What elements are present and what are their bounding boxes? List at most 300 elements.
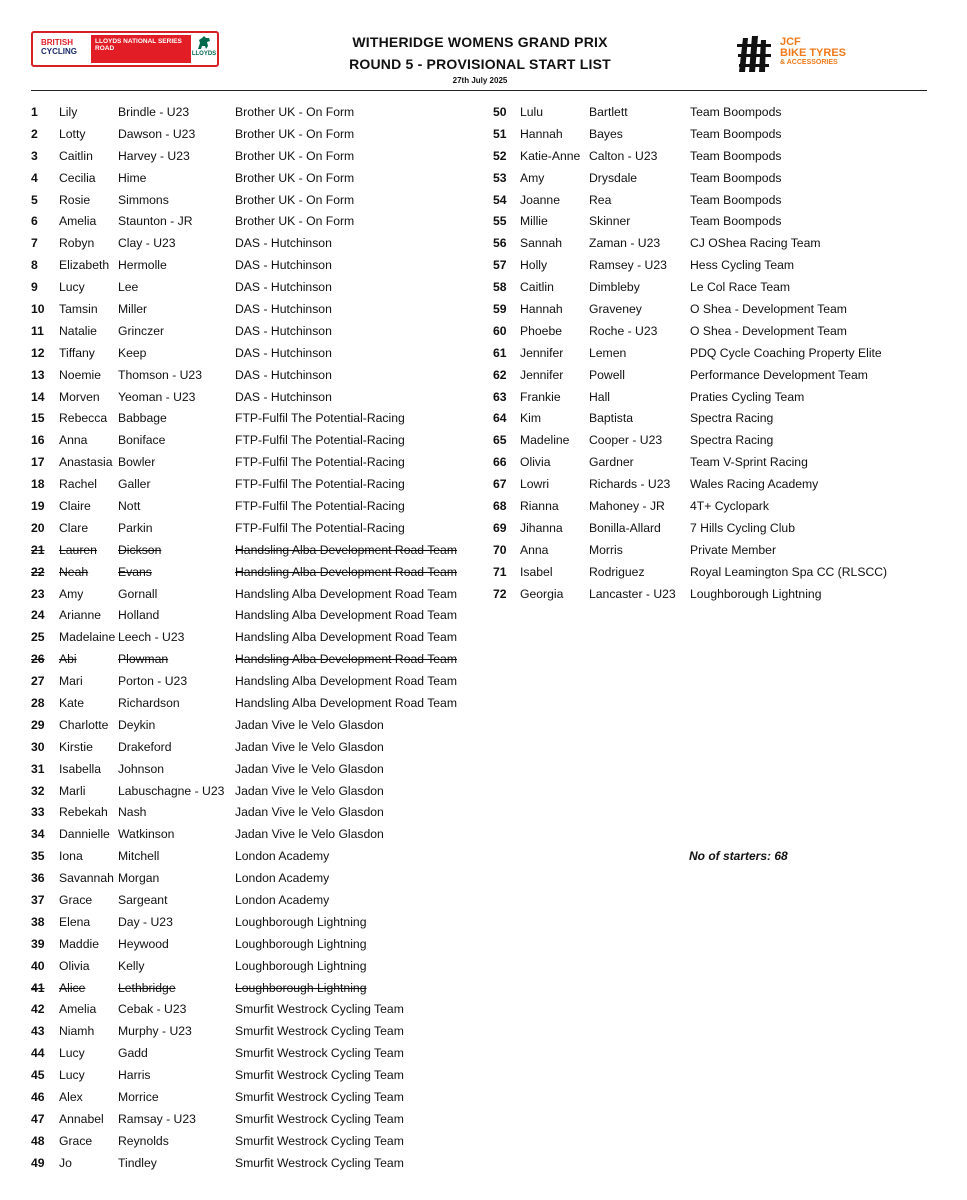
rider-number: 26 (31, 652, 45, 667)
rider-first-name: Elizabeth (59, 258, 110, 273)
rider-last-name: Boniface (118, 433, 166, 448)
rider-row (493, 451, 933, 473)
rider-first-name: Niamh (59, 1024, 95, 1039)
rider-number: 59 (493, 301, 507, 316)
partner-text: LLOYDS (191, 51, 217, 57)
jcf-line-3: & ACCESSORIES (780, 59, 838, 66)
rider-team: DAS - Hutchinson (235, 323, 332, 338)
rider-number: 32 (31, 783, 45, 798)
rider-row (31, 670, 481, 692)
rider-row (31, 1086, 481, 1108)
rider-team: DAS - Hutchinson (235, 301, 332, 316)
rider-last-name: Skinner (589, 214, 631, 229)
rider-team: Team Boompods (690, 148, 782, 163)
rider-number: 30 (31, 739, 45, 754)
rider-last-name: Johnson (118, 761, 165, 776)
rider-row (493, 364, 933, 386)
rider-row (31, 823, 481, 845)
rider-first-name: Jihanna (520, 520, 563, 535)
rider-team: Brother UK - On Form (235, 214, 355, 229)
rider-first-name: Alex (59, 1090, 83, 1105)
rider-number: 62 (493, 367, 507, 382)
rider-first-name: Amelia (59, 214, 97, 229)
rider-row-withdrawn (31, 561, 481, 583)
rider-team: Hess Cycling Team (690, 258, 795, 273)
rider-row (31, 626, 481, 648)
rider-team: Loughborough Lightning (235, 936, 367, 951)
rider-first-name: Isabella (59, 761, 102, 776)
rider-first-name: Caitlin (59, 148, 93, 163)
rider-last-name: Yeoman - U23 (118, 389, 196, 404)
rider-last-name: Cebak - U23 (118, 1002, 187, 1017)
rider-first-name: Robyn (59, 236, 95, 251)
series-text: LLOYDS NATIONAL SERIES ROAD (91, 35, 191, 63)
rider-first-name: Lucy (59, 1046, 85, 1061)
rider-row (31, 1108, 481, 1130)
rider-last-name: Watkinson (118, 827, 175, 842)
rider-number: 16 (31, 433, 45, 448)
rider-team: DAS - Hutchinson (235, 236, 332, 251)
rider-first-name: Anna (520, 542, 549, 557)
rider-first-name: Olivia (520, 455, 551, 470)
rider-row (493, 495, 933, 517)
rider-row (493, 407, 933, 429)
rider-first-name: Olivia (59, 958, 90, 973)
rider-number: 1 (31, 104, 38, 119)
rider-first-name: Iona (59, 849, 83, 864)
rider-last-name: Bowler (118, 455, 156, 470)
rider-team: Jadan Vive le Velo Glasdon (235, 717, 384, 732)
rider-last-name: Brindle - U23 (118, 104, 190, 119)
rider-team: Brother UK - On Form (235, 104, 355, 119)
rider-last-name: Holland (118, 608, 160, 623)
rider-row (493, 145, 933, 167)
rider-team: Jadan Vive le Velo Glasdon (235, 783, 384, 798)
rider-first-name: Jennifer (520, 345, 564, 360)
rider-row (493, 517, 933, 539)
rider-row (493, 561, 933, 583)
rider-first-name: Madelaine (59, 630, 116, 645)
rider-number: 3 (31, 148, 38, 163)
rider-row (493, 189, 933, 211)
rider-team: Smurfit Westrock Cycling Team (235, 1046, 404, 1061)
rider-last-name: Heywood (118, 936, 169, 951)
rider-number: 49 (31, 1155, 45, 1170)
rider-row (31, 1152, 481, 1174)
rider-row (493, 298, 933, 320)
rider-number: 19 (31, 498, 45, 513)
rider-first-name: Marli (59, 783, 86, 798)
rider-last-name: Mahoney - JR (589, 498, 665, 513)
rider-first-name: Claire (59, 498, 91, 513)
rider-team: Private Member (690, 542, 777, 557)
rider-row (493, 101, 933, 123)
tyre-tread-icon (733, 34, 777, 74)
rider-row (493, 473, 933, 495)
rider-first-name: Kirstie (59, 739, 93, 754)
rider-number: 66 (493, 455, 507, 470)
rider-first-name: Joanne (520, 192, 560, 207)
rider-team: Brother UK - On Form (235, 170, 355, 185)
rider-number: 9 (31, 280, 38, 295)
rider-team: Smurfit Westrock Cycling Team (235, 1068, 404, 1083)
rider-number: 20 (31, 520, 45, 535)
rider-last-name: Bonilla-Allard (589, 520, 661, 535)
rider-first-name: Annabel (59, 1111, 104, 1126)
event-date: 27th July 2025 (452, 76, 508, 85)
rider-last-name: Deykin (118, 717, 156, 732)
rider-first-name: Charlotte (59, 717, 109, 732)
rider-number: 22 (31, 564, 45, 579)
rider-last-name: Gornall (118, 586, 158, 601)
rider-first-name: Georgia (520, 586, 564, 601)
rider-last-name: Zaman - U23 (589, 236, 661, 251)
rider-team: Brother UK - On Form (235, 148, 355, 163)
rider-row (31, 232, 481, 254)
rider-row (31, 802, 481, 824)
rider-last-name: Mitchell (118, 849, 160, 864)
rider-row (31, 407, 481, 429)
rider-first-name: Lily (59, 104, 78, 119)
rider-row (31, 101, 481, 123)
rider-row (31, 889, 481, 911)
rider-row (31, 145, 481, 167)
rider-number: 68 (493, 498, 507, 513)
rider-number: 29 (31, 717, 45, 732)
rider-number: 7 (31, 236, 38, 251)
rider-team: FTP-Fulfil The Potential-Racing (235, 498, 405, 513)
rider-number: 11 (31, 323, 44, 338)
rider-row (493, 583, 933, 605)
rider-last-name: Galler (118, 477, 151, 492)
rider-row (493, 232, 933, 254)
rider-first-name: Savannah (59, 871, 114, 886)
rider-team: FTP-Fulfil The Potential-Racing (235, 477, 405, 492)
rider-team: Smurfit Westrock Cycling Team (235, 1090, 404, 1105)
rider-row (31, 254, 481, 276)
rider-team: DAS - Hutchinson (235, 258, 332, 273)
rider-team: Brother UK - On Form (235, 126, 355, 141)
rider-first-name: Lulu (520, 104, 544, 119)
rider-first-name: Lucy (59, 280, 85, 295)
rider-last-name: Ramsay - U23 (118, 1111, 196, 1126)
rider-last-name: Lancaster - U23 (589, 586, 676, 601)
rider-first-name: Grace (59, 1133, 93, 1148)
rider-number: 71 (493, 564, 507, 579)
rider-team: 7 Hills Cycling Club (690, 520, 795, 535)
title-block (300, 34, 660, 85)
rider-row (31, 386, 481, 408)
rider-number: 33 (31, 805, 45, 820)
rider-row (31, 429, 481, 451)
rider-number: 54 (493, 192, 507, 207)
rider-number: 25 (31, 630, 45, 645)
rider-number: 12 (31, 345, 45, 360)
british-cycling-brand (35, 35, 89, 63)
rider-first-name: Natalie (59, 323, 97, 338)
page-header (0, 0, 967, 92)
rider-row (31, 210, 481, 232)
rider-last-name: Sargeant (118, 893, 168, 907)
rider-row (31, 320, 481, 342)
rider-first-name: Phoebe (520, 323, 563, 338)
rider-first-name: Sannah (520, 236, 563, 251)
rider-number: 14 (31, 389, 45, 404)
rider-last-name: Bayes (589, 126, 623, 141)
rider-row (31, 780, 481, 802)
rider-last-name: Ramsey - U23 (589, 258, 667, 273)
rider-last-name: Lee (118, 280, 139, 295)
rider-number: 67 (493, 477, 507, 492)
rider-last-name: Babbage (118, 411, 167, 426)
rider-number: 58 (493, 280, 507, 295)
rider-first-name: Amy (520, 170, 545, 185)
rider-team: Loughborough Lightning (690, 586, 822, 601)
rider-last-name: Graveney (589, 301, 642, 316)
number-of-starters: No of starters: 68 (689, 849, 788, 863)
rider-number: 34 (31, 827, 45, 842)
rider-number: 39 (31, 936, 45, 951)
rider-first-name: Rachel (59, 477, 97, 492)
rider-last-name: Hall (589, 389, 610, 404)
rider-last-name: Bartlett (589, 104, 628, 119)
rider-row (493, 429, 933, 451)
rider-first-name: Frankie (520, 389, 561, 404)
rider-first-name: Hannah (520, 301, 563, 316)
british-cycling-lloyds-logo (31, 31, 219, 67)
rider-team: DAS - Hutchinson (235, 389, 332, 404)
rider-row (31, 1130, 481, 1152)
rider-team: Performance Development Team (690, 367, 868, 382)
rider-first-name: Rianna (520, 498, 559, 513)
rider-first-name: Clare (59, 520, 89, 535)
rider-team: London Academy (235, 871, 330, 886)
rider-number: 15 (31, 411, 45, 426)
rider-team: DAS - Hutchinson (235, 345, 332, 360)
rider-team: Handsling Alba Development Road Team (235, 542, 457, 557)
rider-number: 4 (31, 170, 38, 185)
rider-number: 35 (31, 849, 45, 864)
rider-first-name: Neah (59, 564, 89, 579)
rider-row (31, 999, 481, 1021)
start-list-left-column (31, 101, 481, 1174)
rider-first-name: Madeline (520, 433, 570, 448)
rider-team: CJ OShea Racing Team (690, 236, 821, 251)
rider-number: 5 (31, 192, 38, 207)
rider-row (31, 1064, 481, 1086)
rider-last-name: Day - U23 (118, 914, 173, 929)
rider-last-name: Grinczer (118, 323, 165, 338)
rider-row (31, 583, 481, 605)
rider-first-name: Abi (59, 652, 77, 667)
rider-last-name: Leech - U23 (118, 630, 185, 645)
rider-first-name: Lotty (59, 126, 86, 141)
rider-team: DAS - Hutchinson (235, 280, 332, 295)
rider-last-name: Parkin (118, 520, 153, 535)
rider-row (31, 736, 481, 758)
rider-last-name: Morrice (118, 1090, 159, 1105)
jcf-line-2: BIKE TYRES (780, 47, 847, 59)
rider-number: 69 (493, 520, 507, 535)
rider-row (493, 123, 933, 145)
rider-team: Team Boompods (690, 192, 782, 207)
rider-number: 60 (493, 323, 507, 338)
rider-first-name: Mari (59, 674, 83, 689)
rider-row (493, 386, 933, 408)
rider-number: 23 (31, 586, 45, 601)
rider-row (31, 473, 481, 495)
rider-number: 10 (31, 301, 45, 316)
rider-number: 55 (493, 214, 507, 229)
rider-last-name: Powell (589, 367, 625, 382)
rider-team: Team Boompods (690, 214, 782, 229)
jcf-line-1: JCF (780, 36, 801, 48)
rider-team: Smurfit Westrock Cycling Team (235, 1111, 404, 1126)
rider-team: Wales Racing Academy (690, 477, 819, 492)
rider-team: Team Boompods (690, 170, 782, 185)
rider-first-name: Dannielle (59, 827, 110, 842)
rider-last-name: Dimbleby (589, 280, 640, 295)
rider-team: Handsling Alba Development Road Team (235, 674, 457, 689)
rider-first-name: Holly (520, 258, 548, 273)
rider-first-name: Rebekah (59, 805, 108, 820)
rider-team: Handsling Alba Development Road Team (235, 564, 457, 579)
rider-row (31, 167, 481, 189)
rider-first-name: Lauren (59, 542, 97, 557)
rider-last-name: Hermolle (118, 258, 167, 273)
rider-first-name: Millie (520, 214, 548, 229)
rider-number: 8 (31, 258, 38, 273)
rider-row (31, 1020, 481, 1042)
rider-number: 72 (493, 586, 507, 601)
rider-first-name: Morven (59, 389, 100, 404)
rider-number: 57 (493, 258, 507, 273)
rider-row (31, 276, 481, 298)
rider-first-name: Caitlin (520, 280, 554, 295)
rider-team: Handsling Alba Development Road Team (235, 608, 457, 623)
rider-last-name: Drysdale (589, 170, 638, 185)
rider-row (31, 758, 481, 780)
rider-number: 27 (31, 674, 45, 689)
rider-first-name: Tamsin (59, 301, 98, 316)
rider-last-name: Roche - U23 (589, 323, 658, 338)
rider-first-name: Amy (59, 586, 84, 601)
rider-row (31, 298, 481, 320)
rider-team: Le Col Race Team (690, 280, 791, 295)
rider-team: London Academy (235, 849, 330, 864)
rider-last-name: Rea (589, 192, 612, 207)
rider-last-name: Dawson - U23 (118, 126, 196, 141)
rider-last-name: Richardson (118, 695, 180, 710)
rider-team: London Academy (235, 893, 330, 907)
rider-team: Jadan Vive le Velo Glasdon (235, 805, 384, 820)
rider-last-name: Lemen (589, 345, 627, 360)
rider-last-name: Thomson - U23 (118, 367, 202, 382)
rider-number: 17 (31, 455, 45, 470)
rider-first-name: Jennifer (520, 367, 564, 382)
rider-last-name: Murphy - U23 (118, 1024, 192, 1039)
rider-first-name: Elena (59, 914, 91, 929)
rider-row (31, 867, 481, 889)
rider-number: 40 (31, 958, 45, 973)
rider-team: Handsling Alba Development Road Team (235, 652, 457, 667)
rider-first-name: Isabel (520, 564, 553, 579)
rider-number: 6 (31, 214, 38, 229)
rider-team: PDQ Cycle Coaching Property Elite (690, 345, 882, 360)
rider-last-name: Hime (118, 170, 147, 185)
rider-number: 21 (31, 542, 45, 557)
event-title: WITHERIDGE WOMENS GRAND PRIX (352, 34, 608, 50)
rider-last-name: Tindley (118, 1155, 157, 1170)
rider-row (31, 517, 481, 539)
rider-first-name: Kate (59, 695, 85, 710)
rider-row (31, 189, 481, 211)
rider-last-name: Rodriguez (589, 564, 645, 579)
rider-team: Brother UK - On Form (235, 192, 355, 207)
rider-first-name: Cecilia (59, 170, 96, 185)
rider-last-name: Morgan (118, 871, 160, 886)
rider-row (493, 342, 933, 364)
rider-team: Loughborough Lightning (235, 980, 367, 995)
rider-row (31, 364, 481, 386)
rider-last-name: Harris (118, 1068, 151, 1083)
rider-row (31, 342, 481, 364)
rider-first-name: Rebecca (59, 411, 108, 426)
rider-first-name: Alice (59, 980, 86, 995)
rider-number: 70 (493, 542, 507, 557)
rider-first-name: Noemie (59, 367, 101, 382)
rider-first-name: Tiffany (59, 345, 95, 360)
jcf-bike-tyres-logo (733, 34, 873, 74)
rider-last-name: Lethbridge (118, 980, 176, 995)
rider-first-name: Hannah (520, 126, 563, 141)
rider-first-name: Maddie (59, 936, 99, 951)
rider-row (493, 539, 933, 561)
rider-number: 52 (493, 148, 507, 163)
rider-last-name: Evans (118, 564, 152, 579)
rider-last-name: Staunton - JR (118, 214, 193, 229)
rider-number: 48 (31, 1133, 45, 1148)
rider-first-name: Amelia (59, 1002, 97, 1017)
rider-row (31, 692, 481, 714)
rider-number: 63 (493, 389, 507, 404)
rider-team: Team Boompods (690, 126, 782, 141)
rider-number: 53 (493, 170, 507, 185)
rider-row (31, 933, 481, 955)
rider-team: DAS - Hutchinson (235, 367, 332, 382)
rider-number: 64 (493, 411, 507, 426)
rider-first-name: Rosie (59, 192, 91, 207)
rider-first-name: Grace (59, 893, 93, 907)
rider-number: 38 (31, 914, 45, 929)
rider-number: 24 (31, 608, 45, 623)
rider-team: Team Boompods (690, 104, 782, 119)
rider-number: 28 (31, 695, 45, 710)
brand-line-2: CYCLING (41, 47, 77, 56)
rider-team: FTP-Fulfil The Potential-Racing (235, 520, 405, 535)
rider-team: Spectra Racing (690, 433, 774, 448)
rider-last-name: Harvey - U23 (118, 148, 190, 163)
rider-row (31, 604, 481, 626)
rider-number: 37 (31, 893, 45, 907)
rider-team: Smurfit Westrock Cycling Team (235, 1155, 404, 1170)
rider-team: Royal Leamington Spa CC (RLSCC) (690, 564, 888, 579)
rider-last-name: Keep (118, 345, 147, 360)
round-title: ROUND 5 - PROVISIONAL START LIST (349, 56, 611, 72)
rider-row (31, 123, 481, 145)
rider-last-name: Porton - U23 (118, 674, 188, 689)
rider-team: Praties Cycling Team (690, 389, 805, 404)
